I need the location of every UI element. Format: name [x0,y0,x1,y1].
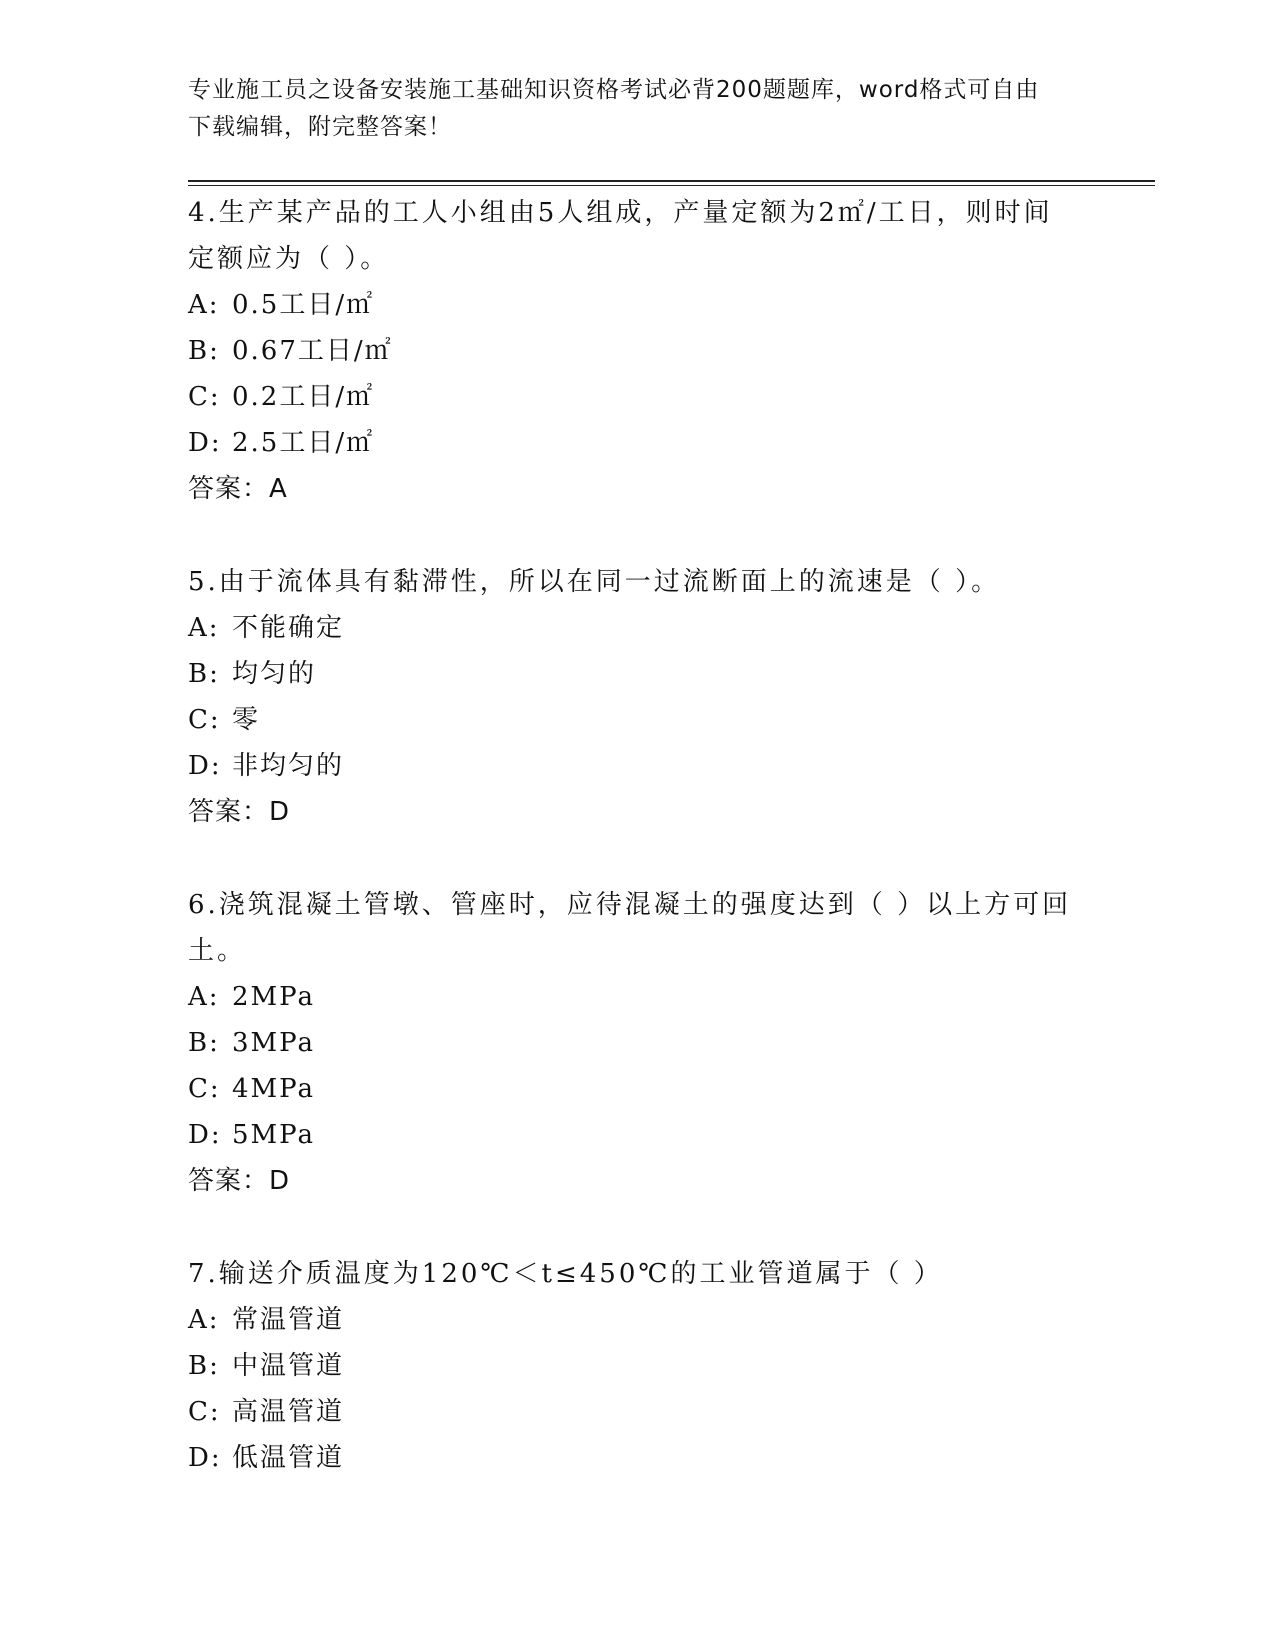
header-line-2: 下载编辑，附完整答案！ [188,114,452,140]
option-b [188,328,1088,374]
option-text: 中温管道 [232,1351,345,1381]
question-6 [188,882,1088,1204]
option-text: 高温管道 [232,1397,345,1427]
header-divider-thick [188,180,1155,182]
option-key: C: [188,1074,221,1104]
option-key: C: [188,705,221,735]
option-key: A: [188,1305,220,1335]
option-d [188,1435,1088,1481]
question-5 [188,559,1088,835]
header-line-1: 专业施工员之设备安装施工基础知识资格考试必背200题题库，word格式可自由 [188,77,1040,103]
question-4 [188,190,1088,512]
option-d [188,1112,1088,1158]
question-stem: 7.输送介质温度为120℃＜t≤450℃的工业管道属于（ ） [188,1259,943,1289]
option-d [188,743,1088,789]
option-key: A: [188,613,220,643]
option-c [188,697,1088,743]
option-a [188,1297,1088,1343]
answer-line: 答案：D [188,1166,291,1196]
option-text: 零 [232,705,261,735]
option-a [188,282,1088,328]
option-text: 非均匀的 [232,751,345,781]
option-key: C: [188,382,221,412]
option-d [188,420,1088,466]
option-a [188,605,1088,651]
option-key: A: [188,290,220,320]
question-stem-continued: 土。 [188,936,247,966]
option-b [188,1020,1088,1066]
question-stem: 4.生产某产品的工人小组由5人组成，产量定额为2㎡/工日，则时间 [188,198,1053,228]
question-7 [188,1251,1088,1481]
option-key: B: [188,1351,220,1381]
option-text: 4MPa [232,1074,315,1104]
option-text: 0.5工日/㎡ [232,290,375,320]
document-header [188,72,1068,146]
option-text: 均匀的 [232,659,317,689]
option-key: D: [188,1443,222,1473]
option-text: 常温管道 [232,1305,345,1335]
option-text: 3MPa [232,1028,315,1058]
question-stem-continued: 定额应为（ ）。 [188,244,390,274]
question-list [188,190,1088,1528]
option-c [188,1066,1088,1112]
option-text: 2MPa [232,982,315,1012]
option-text: 0.67工日/㎡ [232,336,393,366]
option-text: 5MPa [232,1120,315,1150]
option-key: D: [188,428,222,458]
option-text: 低温管道 [232,1443,345,1473]
question-stem: 6.浇筑混凝土管墩、管座时，应待混凝土的强度达到（ ）以上方可回 [188,890,1072,920]
option-key: C: [188,1397,221,1427]
option-key: B: [188,659,220,689]
option-key: D: [188,1120,222,1150]
question-stem: 5.由于流体具有黏滞性，所以在同一过流断面上的流速是（ ）。 [188,567,1001,597]
option-key: A: [188,982,220,1012]
option-a [188,974,1088,1020]
header-divider-thin [188,185,1155,186]
option-key: D: [188,751,222,781]
answer-line: 答案：D [188,797,291,827]
option-b [188,651,1088,697]
option-c [188,1389,1088,1435]
option-key: B: [188,1028,220,1058]
option-key: B: [188,336,220,366]
option-b [188,1343,1088,1389]
option-c [188,374,1088,420]
option-text: 0.2工日/㎡ [232,382,375,412]
option-text: 不能确定 [232,613,345,643]
answer-line: 答案：A [188,474,288,504]
option-text: 2.5工日/㎡ [232,428,375,458]
